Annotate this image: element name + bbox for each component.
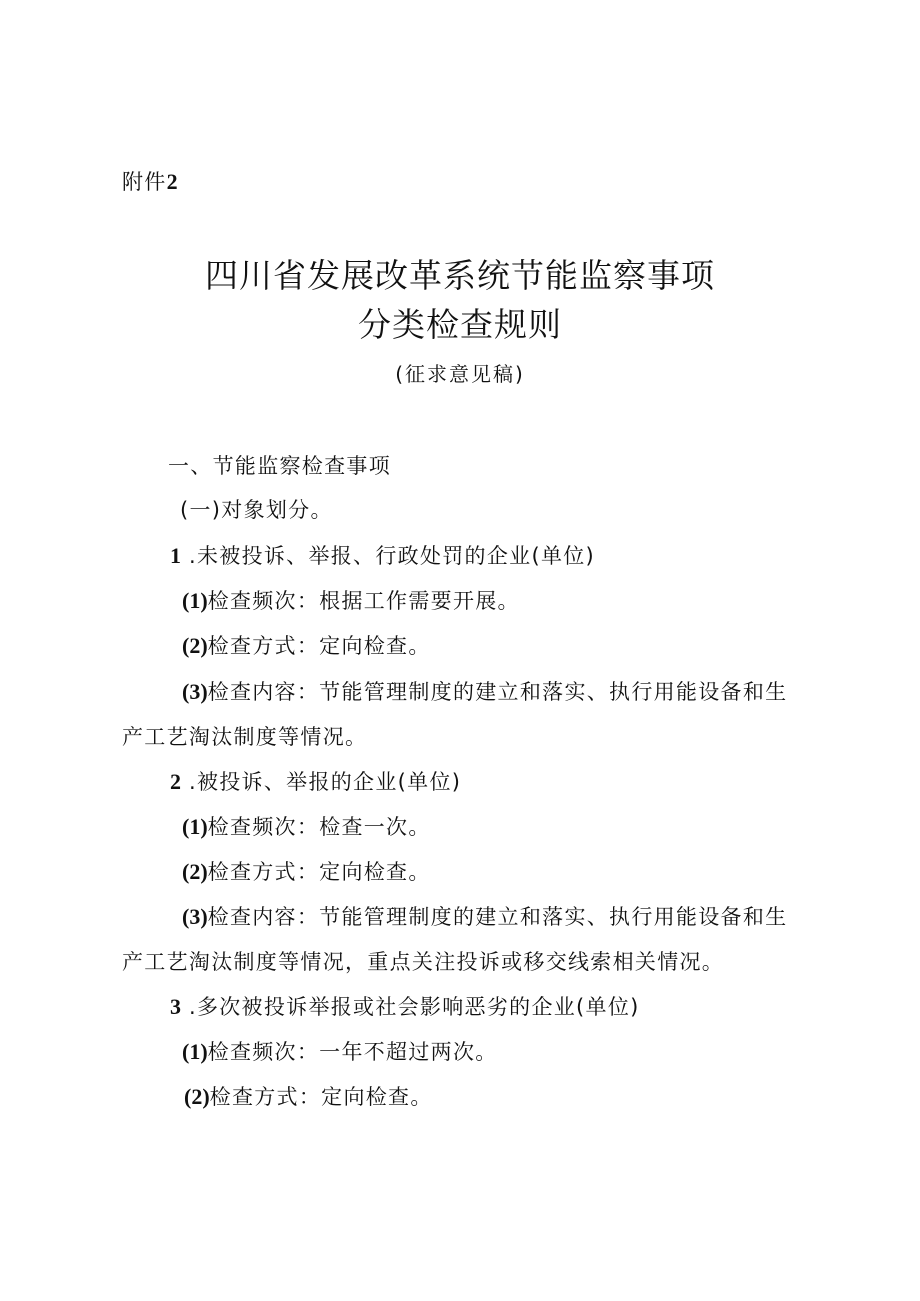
document-subtitle: (征求意见稿) bbox=[395, 362, 525, 386]
item3-method bbox=[184, 1083, 433, 1111]
attachment-number: 2 bbox=[166, 169, 178, 194]
sub-number: (1) bbox=[182, 1039, 208, 1064]
item-heading-2 bbox=[170, 768, 461, 796]
item-text: .被投诉、举报的企业(单位) bbox=[188, 770, 462, 794]
item2-content-continued: 产工艺淘汰制度等情况，重点关注投诉或移交线索相关情况。 bbox=[122, 950, 725, 974]
item1-frequency bbox=[182, 587, 520, 615]
sub-text: 检查频次：一年不超过两次。 bbox=[207, 1040, 498, 1064]
sub-number: (2) bbox=[182, 633, 208, 658]
sub-number: (1) bbox=[182, 588, 208, 613]
item-number: 3 bbox=[170, 994, 181, 1019]
document-title-line2: 分类检查规则 bbox=[358, 305, 562, 344]
item2-method bbox=[182, 858, 431, 886]
sub-number: (3) bbox=[182, 679, 208, 704]
item1-method bbox=[182, 632, 431, 660]
item-number: 1 bbox=[170, 543, 181, 568]
sub-text: 检查频次：根据工作需要开展。 bbox=[207, 589, 520, 613]
item-number: 2 bbox=[170, 769, 181, 794]
subsection-heading: (一)对象划分。 bbox=[180, 498, 333, 522]
sub-number: (2) bbox=[182, 859, 208, 884]
sub-text: 检查方式：定向检查。 bbox=[209, 1085, 433, 1109]
sub-text: 检查方式：定向检查。 bbox=[207, 634, 431, 658]
document-title-line1: 四川省发展改革系统节能监察事项 bbox=[205, 256, 715, 295]
item2-frequency bbox=[182, 813, 431, 841]
sub-text: 检查内容：节能管理制度的建立和落实、执行用能设备和生 bbox=[207, 905, 788, 929]
attachment-text: 附件 bbox=[122, 170, 167, 194]
item2-content bbox=[182, 903, 787, 931]
item-text: .未被投诉、举报、行政处罚的企业(单位) bbox=[188, 544, 596, 568]
item-heading-1 bbox=[170, 542, 595, 570]
item3-frequency bbox=[182, 1038, 498, 1066]
item-text: .多次被投诉举报或社会影响恶劣的企业(单位) bbox=[188, 995, 640, 1019]
sub-number: (3) bbox=[182, 904, 208, 929]
attachment-label bbox=[122, 168, 178, 196]
sub-text: 检查频次：检查一次。 bbox=[207, 815, 431, 839]
sub-text: 检查内容：节能管理制度的建立和落实、执行用能设备和生 bbox=[207, 680, 788, 704]
item-heading-3 bbox=[170, 993, 640, 1021]
sub-number: (2) bbox=[184, 1084, 210, 1109]
sub-number: (1) bbox=[182, 814, 208, 839]
item1-content-continued: 产工艺淘汰制度等情况。 bbox=[122, 725, 368, 749]
sub-text: 检查方式：定向检查。 bbox=[207, 860, 431, 884]
item1-content bbox=[182, 678, 787, 706]
section-heading: 一、节能监察检查事项 bbox=[168, 454, 391, 478]
